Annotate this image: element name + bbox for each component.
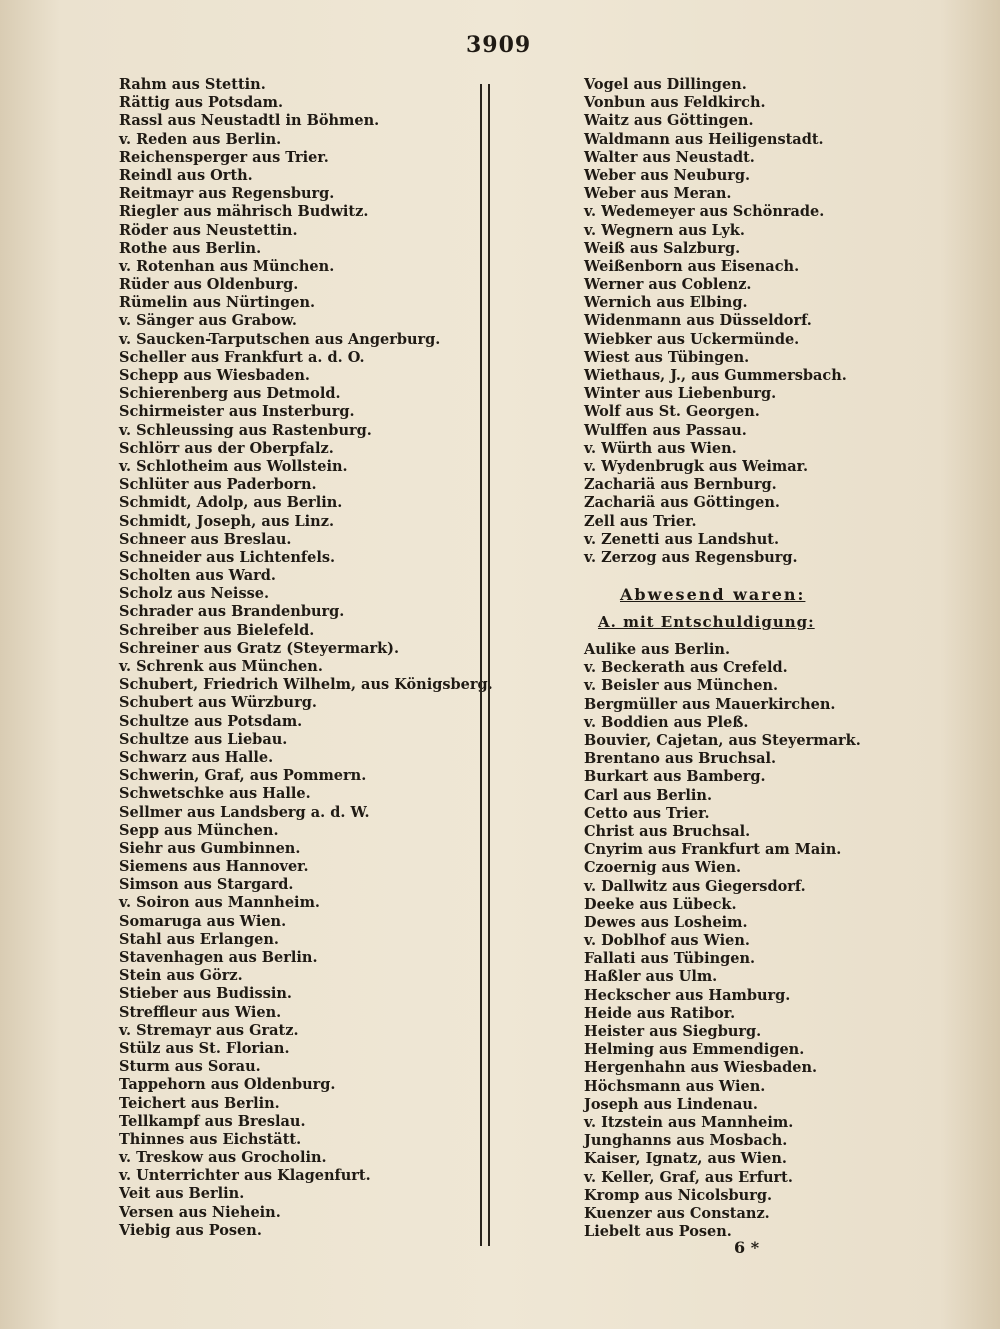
list-item: Schneer aus Breslau. [119,530,292,548]
list-item: Aulike aus Berlin. [584,641,731,659]
list-item: Brentano aus Bruchsal. [584,750,777,768]
list-item: Somaruga aus Wien. [119,912,287,930]
list-item: v. Beisler aus München. [584,677,779,695]
list-item: Cetto aus Trier. [584,804,710,822]
list-item: Christ aus Bruchsal. [584,822,751,840]
list-item: Werner aus Coblenz. [584,276,752,294]
list-item: v. Soiron aus Mannheim. [119,894,320,912]
list-item: Schierenberg aus Detmold. [119,385,341,403]
list-item: Hergenhahn aus Wiesbaden. [584,1059,818,1077]
list-item: Rättig aus Potsdam. [119,94,283,112]
list-item: Streffleur aus Wien. [119,1003,282,1021]
list-item: Sellmer aus Landsberg a. d. W. [119,803,370,821]
list-item: Zell aus Trier. [584,512,697,530]
absent-heading: Abwesend waren: [620,585,806,605]
list-item: Czoernig aus Wien. [584,859,742,877]
list-item: Röder aus Neustettin. [119,221,298,239]
list-item: v. Stremayr aus Gratz. [119,1021,299,1039]
list-item: v. Keller, Graf, aus Erfurt. [584,1168,793,1186]
list-item: v. Wydenbrugk aus Weimar. [584,457,808,475]
list-item: v. Zenetti aus Landshut. [584,530,780,548]
list-item: v. Dallwitz aus Giegersdorf. [584,877,806,895]
list-item: v. Unterrichter aus Klagenfurt. [119,1167,371,1185]
list-item: Joseph aus Lindenau. [584,1095,758,1113]
list-item: Scholten aus Ward. [119,567,276,585]
list-item: Wiethaus, J., aus Gummersbach. [584,367,847,384]
list-item: Stieber aus Budissin. [119,985,292,1003]
list-item: Stülz aus St. Florian. [119,1039,290,1057]
list-item: Wiest aus Tübingen. [584,348,750,366]
list-item: Dewes aus Losheim. [584,913,748,931]
list-item: Rahm aus Stettin. [119,76,266,93]
list-item: v. Beckerath aus Crefeld. [584,659,788,677]
column-divider [480,84,490,1246]
list-item: Waitz aus Göttingen. [584,112,754,130]
list-item: Schubert aus Würzburg. [119,694,317,712]
list-item: Bouvier, Cajetan, aus Steyermark. [584,732,861,749]
list-item: Sturm aus Sorau. [119,1058,261,1076]
list-item: v. Saucken-Tarputschen aus Angerburg. [119,330,441,348]
list-item: v. Würth aus Wien. [584,439,737,457]
list-item: Reindl aus Orth. [119,166,253,184]
list-item: Schlüter aus Paderborn. [119,476,317,494]
list-item: Haßler aus Ulm. [584,968,718,986]
list-item: Kaiser, Ignatz, aus Wien. [584,1150,787,1168]
list-item: Rassl aus Neustadtl in Böhmen. [119,112,380,130]
list-item: Rüder aus Oldenburg. [119,276,299,294]
list-item: Sepp aus München. [119,821,279,839]
list-item: Schwarz aus Halle. [119,748,274,766]
list-item: Carl aus Berlin. [584,786,713,804]
list-item: Wulffen aus Passau. [584,421,747,439]
list-item: Junghanns aus Mosbach. [584,1132,788,1150]
list-item: v. Schleussing aus Rastenburg. [119,421,372,439]
list-item: Simson aus Stargard. [119,876,294,894]
list-item: Schmidt, Joseph, aus Linz. [119,512,335,530]
list-item: v. Rotenhan aus München. [119,257,335,275]
list-item: v. Wedemeyer aus Schönrade. [584,203,825,221]
list-item: Zachariä aus Bernburg. [584,476,777,494]
list-item: Weber aus Meran. [584,185,732,203]
list-item: Winter aus Liebenburg. [584,385,777,403]
list-item: Höchsmann aus Wien. [584,1077,766,1095]
list-item: v. Boddien aus Pleß. [584,713,749,731]
list-item: Tellkampf aus Breslau. [119,1112,306,1130]
signature-mark: 6 * [734,1238,760,1257]
list-item: Veit aus Berlin. [119,1185,245,1203]
list-item: Heister aus Siegburg. [584,1023,762,1040]
list-item: Riegler aus mährisch Budwitz. [119,203,369,221]
list-item: Waldmann aus Heiligenstadt. [584,130,824,148]
list-item: Reitmayr aus Regensburg. [119,185,335,203]
list-item: Siemens aus Hannover. [119,858,309,876]
list-item: v. Reden aus Berlin. [119,130,282,148]
list-item: Schepp aus Wiesbaden. [119,367,310,384]
list-item: v. Wegnern aus Lyk. [584,221,745,239]
list-item: Stahl aus Erlangen. [119,930,279,948]
absent-list [584,641,884,1241]
list-item: Kuenzer aus Constanz. [584,1204,770,1222]
list-item: Bergmüller aus Mauerkirchen. [584,695,836,713]
list-item: Tappehorn aus Oldenburg. [119,1076,336,1094]
list-item: Viebig aus Posen. [119,1221,262,1239]
list-item: Liebelt aus Posen. [584,1223,732,1241]
list-item: Rümelin aus Nürtingen. [119,294,316,312]
list-item: Weiß aus Salzburg. [584,239,741,257]
list-item: Scheller aus Frankfurt a. d. O. [119,348,365,366]
list-item: Wernich aus Elbing. [584,294,748,312]
list-item: Weißenborn aus Eisenach. [584,257,800,275]
list-item: v. Schrenk aus München. [119,658,323,675]
list-item: Schreiber aus Bielefeld. [119,621,315,639]
list-item: Schlörr aus der Oberpfalz. [119,439,334,457]
list-item: Vonbun aus Feldkirch. [584,94,766,112]
list-item: Burkart aus Bamberg. [584,768,766,786]
right-column-list [584,76,884,567]
list-item: v. Zerzog aus Regensburg. [584,548,798,566]
list-item: Kromp aus Nicolsburg. [584,1186,773,1204]
list-item: v. Schlotheim aus Wollstein. [119,457,348,475]
right-column [584,76,884,1241]
list-item: Weber aus Neuburg. [584,166,751,184]
list-item: v. Doblhof aus Wien. [584,932,750,950]
list-item: Wiebker aus Uckermünde. [584,330,800,348]
list-item: Scholz aus Neisse. [119,585,270,603]
list-item: Schultze aus Potsdam. [119,712,303,730]
list-item: Schrader aus Brandenburg. [119,603,345,621]
list-item: Widenmann aus Düsseldorf. [584,312,812,330]
list-item: Cnyrim aus Frankfurt am Main. [584,841,842,859]
list-item: v. Sänger aus Grabow. [119,312,297,330]
list-item: Stein aus Görz. [119,967,243,985]
list-item: Schwetschke aus Halle. [119,785,311,803]
list-item: Helming aus Emmendigen. [584,1041,805,1059]
list-item: Siehr aus Gumbinnen. [119,839,301,857]
list-item: Wolf aus St. Georgen. [584,403,760,421]
list-item: Schreiner aus Gratz (Steyermark). [119,639,400,657]
list-item: Reichensperger aus Trier. [119,148,329,166]
list-item: Zachariä aus Göttingen. [584,494,780,512]
page-number: 3909 [466,32,532,58]
list-item: Heckscher aus Hamburg. [584,986,791,1004]
list-item: Teichert aus Berlin. [119,1094,280,1112]
list-item: v. Treskow aus Grocholin. [119,1149,327,1167]
list-item: Schultze aus Liebau. [119,730,288,748]
list-item: Versen aus Niehein. [119,1203,281,1221]
list-item: Schubert, Friedrich Wilhelm, aus Königsberg. [119,676,493,694]
list-item: Stavenhagen aus Berlin. [119,949,318,966]
list-item: Deeke aus Lübeck. [584,895,737,913]
list-item: v. Itzstein aus Mannheim. [584,1113,794,1131]
absent-subheading: A. mit Entschuldigung: [598,613,815,632]
list-item: Schmidt, Adolp, aus Berlin. [119,494,343,512]
list-item: Heide aus Ratibor. [584,1004,736,1022]
list-item: Schneider aus Lichtenfels. [119,548,336,566]
list-item: Walter aus Neustadt. [584,148,755,166]
list-item: Schirmeister aus Insterburg. [119,403,355,421]
list-item: Schwerin, Graf, aus Pommern. [119,767,367,785]
list-item: Vogel aus Dillingen. [584,76,747,93]
left-column-list [119,76,493,1240]
list-item: Thinnes aus Eichstätt. [119,1130,302,1148]
list-item: Rothe aus Berlin. [119,239,262,257]
list-item: Fallati aus Tübingen. [584,950,756,968]
